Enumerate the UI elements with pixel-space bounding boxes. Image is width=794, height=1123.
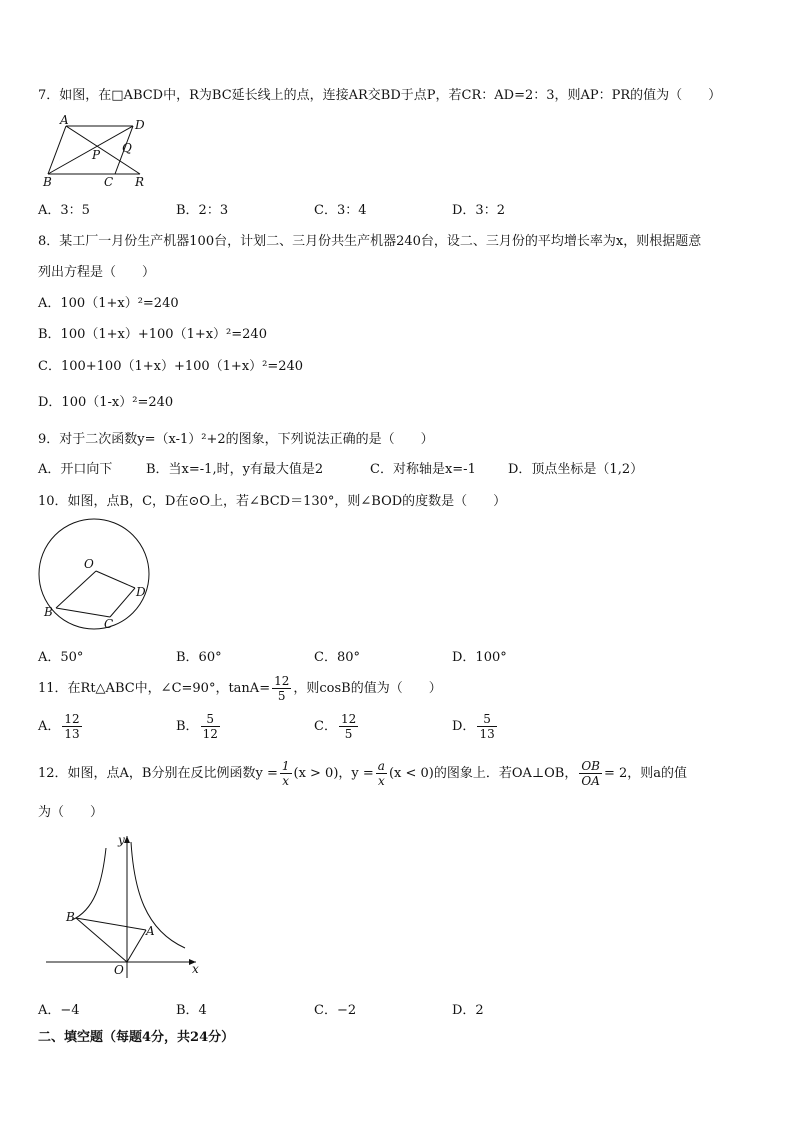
q7-text: 7．如图，在□ABCD中，R为BC延长线上的点，连接AR交BD于点P，若CR：AD=2：3，则AP：PR的值为（ ） bbox=[38, 88, 722, 103]
q12-option-a[interactable]: A．−4 bbox=[38, 1003, 80, 1018]
fig-label-x: x bbox=[192, 962, 199, 976]
q8-option-c[interactable]: C．100+100（1+x）+100（1+x）²=240 bbox=[38, 359, 304, 374]
q11-option-d[interactable]: D． $\frac{5}{13}$ bbox=[452, 712, 495, 741]
q11-option-c[interactable]: C． $\frac{12}{5}$ bbox=[314, 712, 357, 741]
q9-option-a[interactable]: A．开口向下 bbox=[38, 462, 113, 477]
fig-label-b: B bbox=[43, 175, 52, 188]
q11-option-a[interactable]: A． $\frac{12}{13}$ bbox=[38, 712, 80, 741]
q10-text: 10．如图，点B，C，D在⊙O上，若∠BCD＝130°，则∠BOD的度数是（ ） bbox=[38, 494, 507, 509]
q7-option-c[interactable]: C．3：4 bbox=[314, 203, 367, 218]
q12-option-c[interactable]: C．−2 bbox=[314, 1003, 357, 1018]
q11-text-post: ，则cosB的值为（ ） bbox=[293, 681, 442, 696]
q7-option-b[interactable]: B．2：3 bbox=[176, 203, 229, 218]
fig-label-y: y bbox=[118, 833, 125, 847]
fig-label-d: D bbox=[135, 118, 145, 132]
fig-label-d: D bbox=[136, 585, 146, 599]
q11-option-b[interactable]: B． $\frac{5}{12}$ bbox=[176, 712, 218, 741]
q12-figure bbox=[40, 830, 210, 980]
fig-label-r: R bbox=[135, 175, 145, 188]
q10-option-b[interactable]: B．60° bbox=[176, 650, 222, 665]
fig-label-c: C bbox=[104, 175, 114, 188]
q10-option-d[interactable]: D．100° bbox=[452, 650, 507, 665]
fig-label-a: A bbox=[146, 924, 155, 938]
fig-label-b: B bbox=[44, 605, 53, 619]
fig-label-p: P bbox=[92, 148, 101, 162]
q10-option-a[interactable]: A．50° bbox=[38, 650, 84, 665]
q12-option-b[interactable]: B．4 bbox=[176, 1003, 207, 1018]
q12-option-d[interactable]: D．2 bbox=[452, 1003, 484, 1018]
fig-label-o: O bbox=[114, 963, 124, 977]
q8-text-line1: 8．某工厂一月份生产机器100台，计划二、三月份共生产机器240台，设二、三月份的平均增长率为x，则根据题意 bbox=[38, 234, 702, 249]
q12-text: 12．如图，点A，B分别在反比例函数y = $\frac{1}{x}$ (x > 0)，y = $\frac{a}{x}$ (x < 0)的图象上．若OA⊥OB， $\frac{OB}{OA}$ = 2，则a的值 bbox=[38, 759, 688, 788]
section-heading: 二、填空题（每题4分，共24分） bbox=[38, 1030, 235, 1045]
q7-figure bbox=[38, 112, 158, 188]
q8-option-a[interactable]: A．100（1+x）²=240 bbox=[38, 296, 179, 311]
fig-label-o: O bbox=[84, 557, 94, 571]
q9-text: 9．对于二次函数y=（x-1）²+2的图象，下列说法正确的是（ ） bbox=[38, 432, 434, 447]
q7-option-a[interactable]: A．3：5 bbox=[38, 203, 90, 218]
q9-option-c[interactable]: C．对称轴是x=-1 bbox=[370, 462, 476, 477]
q9-option-d[interactable]: D．顶点坐标是（1,2） bbox=[508, 462, 644, 477]
fig-label-c: C bbox=[104, 617, 114, 631]
q9-option-b[interactable]: B．当x=-1,时，y有最大值是2 bbox=[146, 462, 324, 477]
q11-tan-fraction: $\frac{12}{5}$ bbox=[274, 674, 290, 703]
q8-text-line2: 列出方程是（ ） bbox=[38, 265, 156, 280]
q11-text bbox=[38, 670, 442, 708]
q7-option-d[interactable]: D．3：2 bbox=[452, 203, 505, 218]
q12-text-line2: 为（ ） bbox=[38, 805, 104, 820]
fig-label-a: A bbox=[60, 113, 69, 127]
q10-figure bbox=[34, 516, 158, 632]
fig-label-q: Q bbox=[122, 141, 132, 155]
q11-text-pre: 11．在Rt△ABC中，∠C=90°，tanA= bbox=[38, 681, 271, 696]
q8-option-b[interactable]: B．100（1+x）+100（1+x）²=240 bbox=[38, 327, 267, 342]
q10-option-c[interactable]: C．80° bbox=[314, 650, 360, 665]
q8-option-d[interactable]: D．100（1-x）²=240 bbox=[38, 395, 174, 410]
fig-label-b: B bbox=[66, 910, 75, 924]
